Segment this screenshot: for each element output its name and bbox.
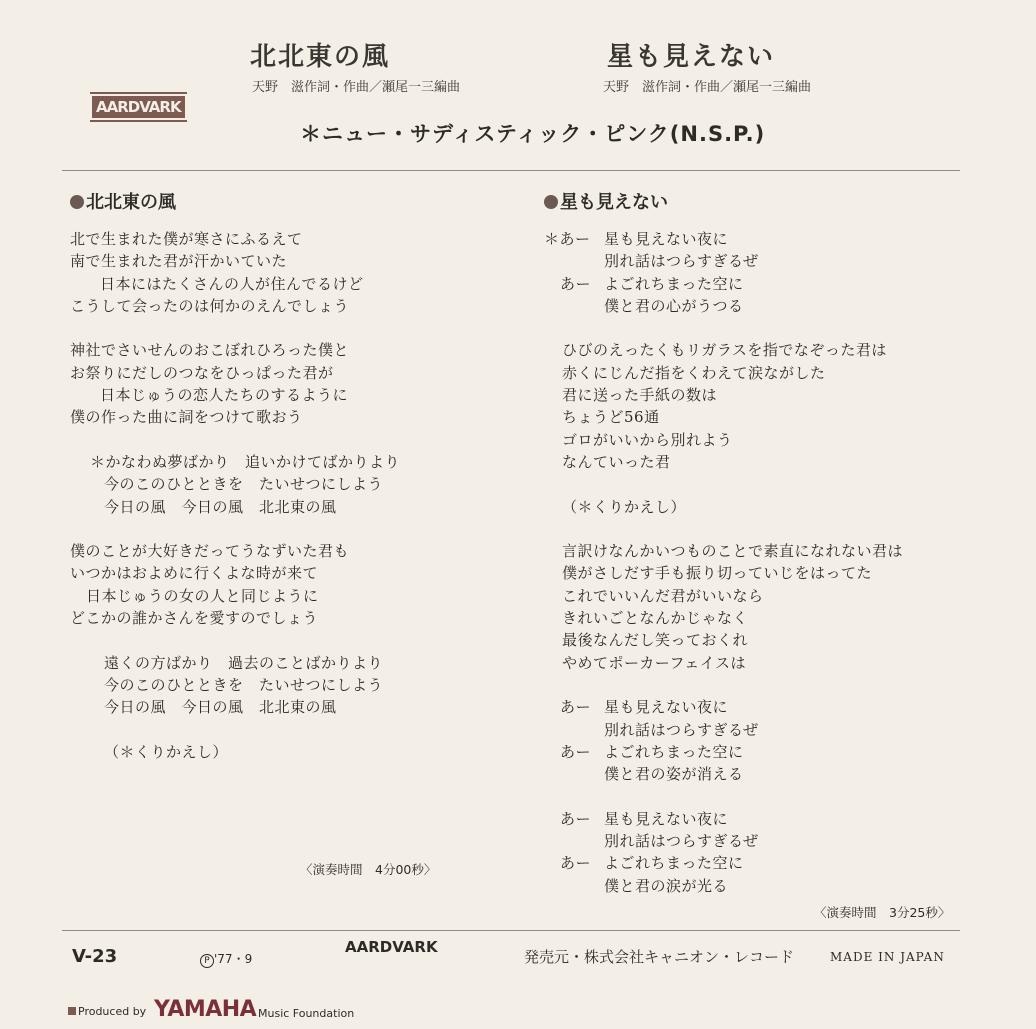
lyric-line: いつかはおよめに行くよな時が来て <box>70 564 319 583</box>
lyrics-left-body <box>70 228 400 763</box>
lyric-line: 今日の風 今日の風 北北東の風 <box>104 497 337 516</box>
lyric-line: 遠くの方ばかり 過去のことばかりより <box>104 653 384 672</box>
lyric-line: お祭りにだしのつなをひっぱった君が <box>70 363 334 382</box>
lyric-line: 日本じゅうの女の人と同じように <box>86 586 319 605</box>
lyric-line: 僕と君の姿が消える <box>604 765 744 784</box>
bottom-divider <box>62 930 960 931</box>
lyrics-right-title: 星も見えない <box>544 188 903 214</box>
lyric-line: 今のこのひとときを たいせつにしよう <box>104 475 384 494</box>
lyric-line: 僕と君の涙が光る <box>604 876 729 895</box>
yamaha-logo: YAMAHA <box>154 997 257 1022</box>
lyric-line: 別れ話はつらすぎるぜ <box>604 252 759 271</box>
song1-title: 北北東の風 <box>250 42 391 72</box>
lyric-line: 最後なんだし笑っておくれ <box>562 631 749 650</box>
square-icon <box>68 1007 76 1015</box>
lyric-line: あー よごれちまった空に <box>560 854 744 873</box>
lyric-line: 君に送った手紙の数は <box>562 386 718 405</box>
lyric-line: 僕がさしだす手も振り切っていじをはってた <box>562 564 873 583</box>
lyric-line: やめてポーカーフェイスは <box>562 653 747 672</box>
bullet-icon <box>70 195 84 209</box>
lyrics-left-title: 北北東の風 <box>70 188 400 214</box>
lyric-line: ゴロがいいから別れよう <box>562 430 733 449</box>
lyric-line: 神社でさいせんのおこぼれひろった僕と <box>70 341 350 360</box>
catalog-number: V-23 <box>72 946 118 967</box>
lyric-line: こうして会ったのは何かのえんでしょう <box>70 296 350 315</box>
publisher: 発売元・株式会社キャニオン・レコード <box>524 948 795 966</box>
lyric-line: 僕と君の心がうつる <box>604 296 744 315</box>
repeat-note: （＊くりかえし） <box>562 497 687 516</box>
artist-name: ＊ニュー・サディスティック・ピンク(N.S.P.) <box>300 122 766 146</box>
lyric-line: 南で生まれた君が汗かいていた <box>70 252 288 271</box>
lyric-line: ＊あー 星も見えない夜に <box>544 230 729 248</box>
aardvark-logo: AARDVARK <box>90 92 187 122</box>
lyric-line: ひびのえったくもリガラスを指でなぞった君は <box>562 341 887 360</box>
lyric-line: 日本じゅうの恋人たちのするように <box>100 386 349 405</box>
lyric-line: 赤くにじんだ指をくわえて涙ながした <box>562 363 826 382</box>
lyric-line: きれいごとなんかじゃなく <box>562 609 749 628</box>
lyric-line: 僕の作った曲に詞をつけて歌おう <box>70 408 303 427</box>
phonogram-icon: P <box>200 954 214 968</box>
bullet-icon <box>544 195 558 209</box>
lyrics-left <box>70 188 400 763</box>
lyric-line: あー よごれちまった空に <box>560 274 744 293</box>
top-divider <box>62 170 960 171</box>
lyric-line: ちょうど56通 <box>562 408 660 427</box>
lyrics-right-body <box>544 228 903 897</box>
lyric-line: あー 星も見えない夜に <box>560 698 729 717</box>
made-in-japan: MADE IN JAPAN <box>830 950 945 964</box>
song2-title: 星も見えない <box>607 42 776 72</box>
lyric-line: 今日の風 今日の風 北北東の風 <box>104 698 337 717</box>
lyric-line: 今のこのひとときを たいせつにしよう <box>104 675 384 694</box>
music-foundation: Music Foundation <box>258 1007 355 1020</box>
lyric-line: なんていった君 <box>562 452 671 471</box>
lyric-line: 別れ話はつらすぎるぜ <box>604 832 759 851</box>
lyric-line: 僕のことが大好きだってうなずいた君も <box>70 542 350 561</box>
lyric-line: 別れ話はつらすぎるぜ <box>604 720 759 739</box>
repeat-note: （＊くりかえし） <box>104 742 229 761</box>
lyric-line: 言訳けなんかいつものことで素直になれない君は <box>562 542 904 561</box>
song1-credit: 天野 滋作詞・作曲／瀬尾一三編曲 <box>252 80 461 95</box>
lyric-line: 日本にはたくさんの人が住んでるけど <box>100 274 364 293</box>
right-play-time: 〈演奏時間 3分25秒〉 <box>814 905 951 920</box>
produced-by: Produced by <box>68 1005 146 1018</box>
lyrics-right <box>544 188 903 897</box>
lyric-line: あー 星も見えない夜に <box>560 809 729 828</box>
lyric-line: これでいいんだ君がいいなら <box>562 586 764 605</box>
lyric-line: 北で生まれた僕が寒さにふるえて <box>70 230 303 248</box>
lyric-line: あー よごれちまった空に <box>560 742 744 761</box>
aardvark-logo-footer: AARDVARK <box>345 938 438 956</box>
lyric-line: どこかの誰かさんを愛すのでしょう <box>70 609 319 628</box>
lyric-line: ＊かなわぬ夢ばかり 追いかけてばかりより <box>90 452 401 471</box>
left-play-time: 〈演奏時間 4分00秒〉 <box>300 862 437 877</box>
phonogram-year: P '77・9 <box>200 950 252 968</box>
song2-credit: 天野 滋作詞・作曲／瀬尾一三編曲 <box>603 80 812 95</box>
